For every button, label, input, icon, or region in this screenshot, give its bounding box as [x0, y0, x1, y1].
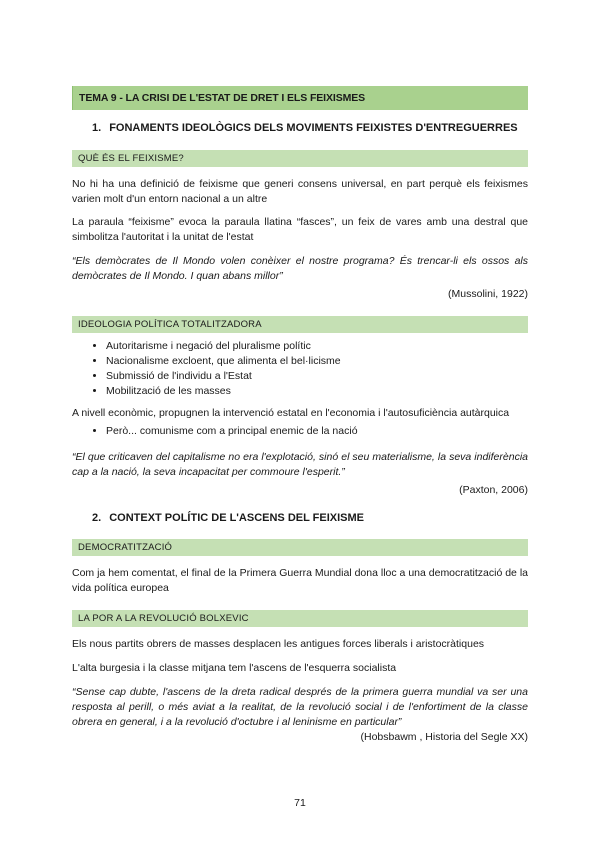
paragraph-alta-burgesia: L'alta burgesia i la classe mitjana tem l'ascens de l'esquerra socialista: [72, 662, 397, 674]
list-item: • Autoritarisme i negació del pluralisme polític: [106, 339, 528, 354]
paragraph-com-ja: Com ja hem comentat, el final de la Primera Guerra Mundial dona lloc a una democratització de la vida política europea: [72, 567, 528, 594]
section-2-heading: [92, 512, 528, 524]
subsection-que-es: QUÈ ÉS EL FEIXISME?: [72, 150, 528, 167]
economic-list: [72, 424, 528, 439]
quote-paxton: “El que criticaven del capitalisme no era l'explotació, sinó el seu materialisme, la seva indiferència cap a la nació, la seva incapacitat per commoure l'esperit.”: [72, 451, 528, 478]
quote-hobsbawm: “Sense cap dubte, l'ascens de la dreta radical després de la primera guerra mundial va ser una resposta al perill, o més aviat a la realitat, de la revolució social i de l'enfortiment de la classe obrera en general, i a la revolució d'octubre i al leninisme en particular”: [72, 686, 528, 728]
page-number: 71: [294, 797, 306, 809]
ideologia-list: [72, 339, 528, 399]
paragraph-definicio: No hi ha una definició de feixisme que generi consens universal, en part perquè els feixismes varien molt d'un entorn nacional a un altre: [72, 178, 528, 205]
list-item: • Submissió de l'individu a l'Estat: [106, 369, 528, 384]
section-number: 2.: [92, 512, 102, 524]
subsection-democratitzacio: DEMOCRATITZACIÓ: [72, 539, 528, 556]
quote-mussolini: “Els demòcrates de Il Mondo volen conèixer el nostre programa? És trencar-li els ossos als demòcrates de Il Mondo. I quan abans millor”: [72, 255, 528, 282]
citation-mussolini: (Mussolini, 1922): [448, 288, 528, 300]
citation-hobsbawm: (Hobsbawm , Historia del Segle XX): [360, 731, 528, 743]
paragraph-nous-partits: Els nous partits obrers de masses desplacen les antigues forces liberals i aristocràtiques: [72, 638, 485, 650]
list-item: • Nacionalisme excloent, que alimenta el bel·licisme: [106, 354, 528, 369]
paragraph-economic: A nivell econòmic, propugnen la intervenció estatal en l'economia i l'autosuficiència autàrquica: [72, 407, 510, 419]
section-title: CONTEXT POLÍTIC DE L'ASCENS DEL FEIXISME: [109, 512, 365, 524]
chapter-title: TEMA 9 - LA CRISI DE L'ESTAT DE DRET I ELS FEIXISMES: [72, 86, 528, 110]
section-title: FONAMENTS IDEOLÒGICS DELS MOVIMENTS FEIXISTES D'ENTREGUERRES: [109, 122, 518, 134]
citation-paxton: (Paxton, 2006): [459, 484, 528, 496]
section-1-heading: [92, 122, 528, 134]
list-item: • Però... comunisme com a principal enemic de la nació: [106, 424, 528, 439]
subsection-por: LA POR A LA REVOLUCIÓ BOLXEVIC: [72, 610, 528, 627]
section-number: 1.: [92, 122, 102, 134]
document-page: [72, 86, 528, 745]
paragraph-paraula: La paraula “feixisme” evoca la paraula llatina “fasces”, un feix de vares amb una destral que simbolitza l'autoritat i la unitat de l'estat: [72, 216, 528, 243]
list-item: • Mobilització de les masses: [106, 384, 528, 399]
subsection-ideologia: IDEOLOGIA POLÍTICA TOTALITZADORA: [72, 316, 528, 333]
